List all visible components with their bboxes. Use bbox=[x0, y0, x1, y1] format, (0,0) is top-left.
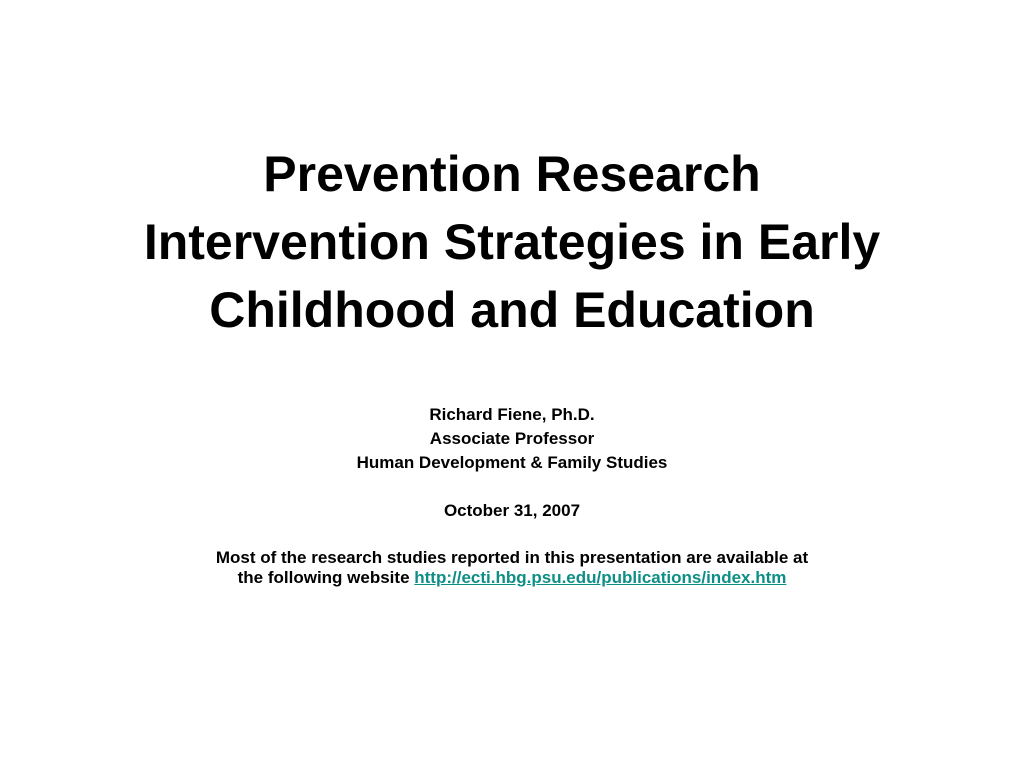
author-department: Human Development & Family Studies bbox=[356, 453, 668, 472]
title-line-3: Childhood and Education bbox=[209, 282, 815, 338]
author-block bbox=[112, 403, 912, 475]
presentation-date: October 31, 2007 bbox=[443, 501, 581, 520]
note-line-2-prefix: the following website bbox=[237, 568, 410, 587]
publications-link[interactable]: http://ecti.hbg.psu.edu/publications/index.htm bbox=[414, 568, 787, 587]
title-line-1: Prevention Research bbox=[263, 146, 761, 202]
availability-note bbox=[62, 548, 962, 588]
note-line-2 bbox=[62, 568, 962, 588]
note-line-1: Most of the research studies reported in this presentation are available at bbox=[215, 548, 809, 567]
title-line-2: Intervention Strategies in Early bbox=[143, 214, 881, 270]
slide-title bbox=[40, 140, 984, 344]
author-position: Associate Professor bbox=[429, 429, 595, 448]
author-name: Richard Fiene, Ph.D. bbox=[429, 405, 595, 424]
